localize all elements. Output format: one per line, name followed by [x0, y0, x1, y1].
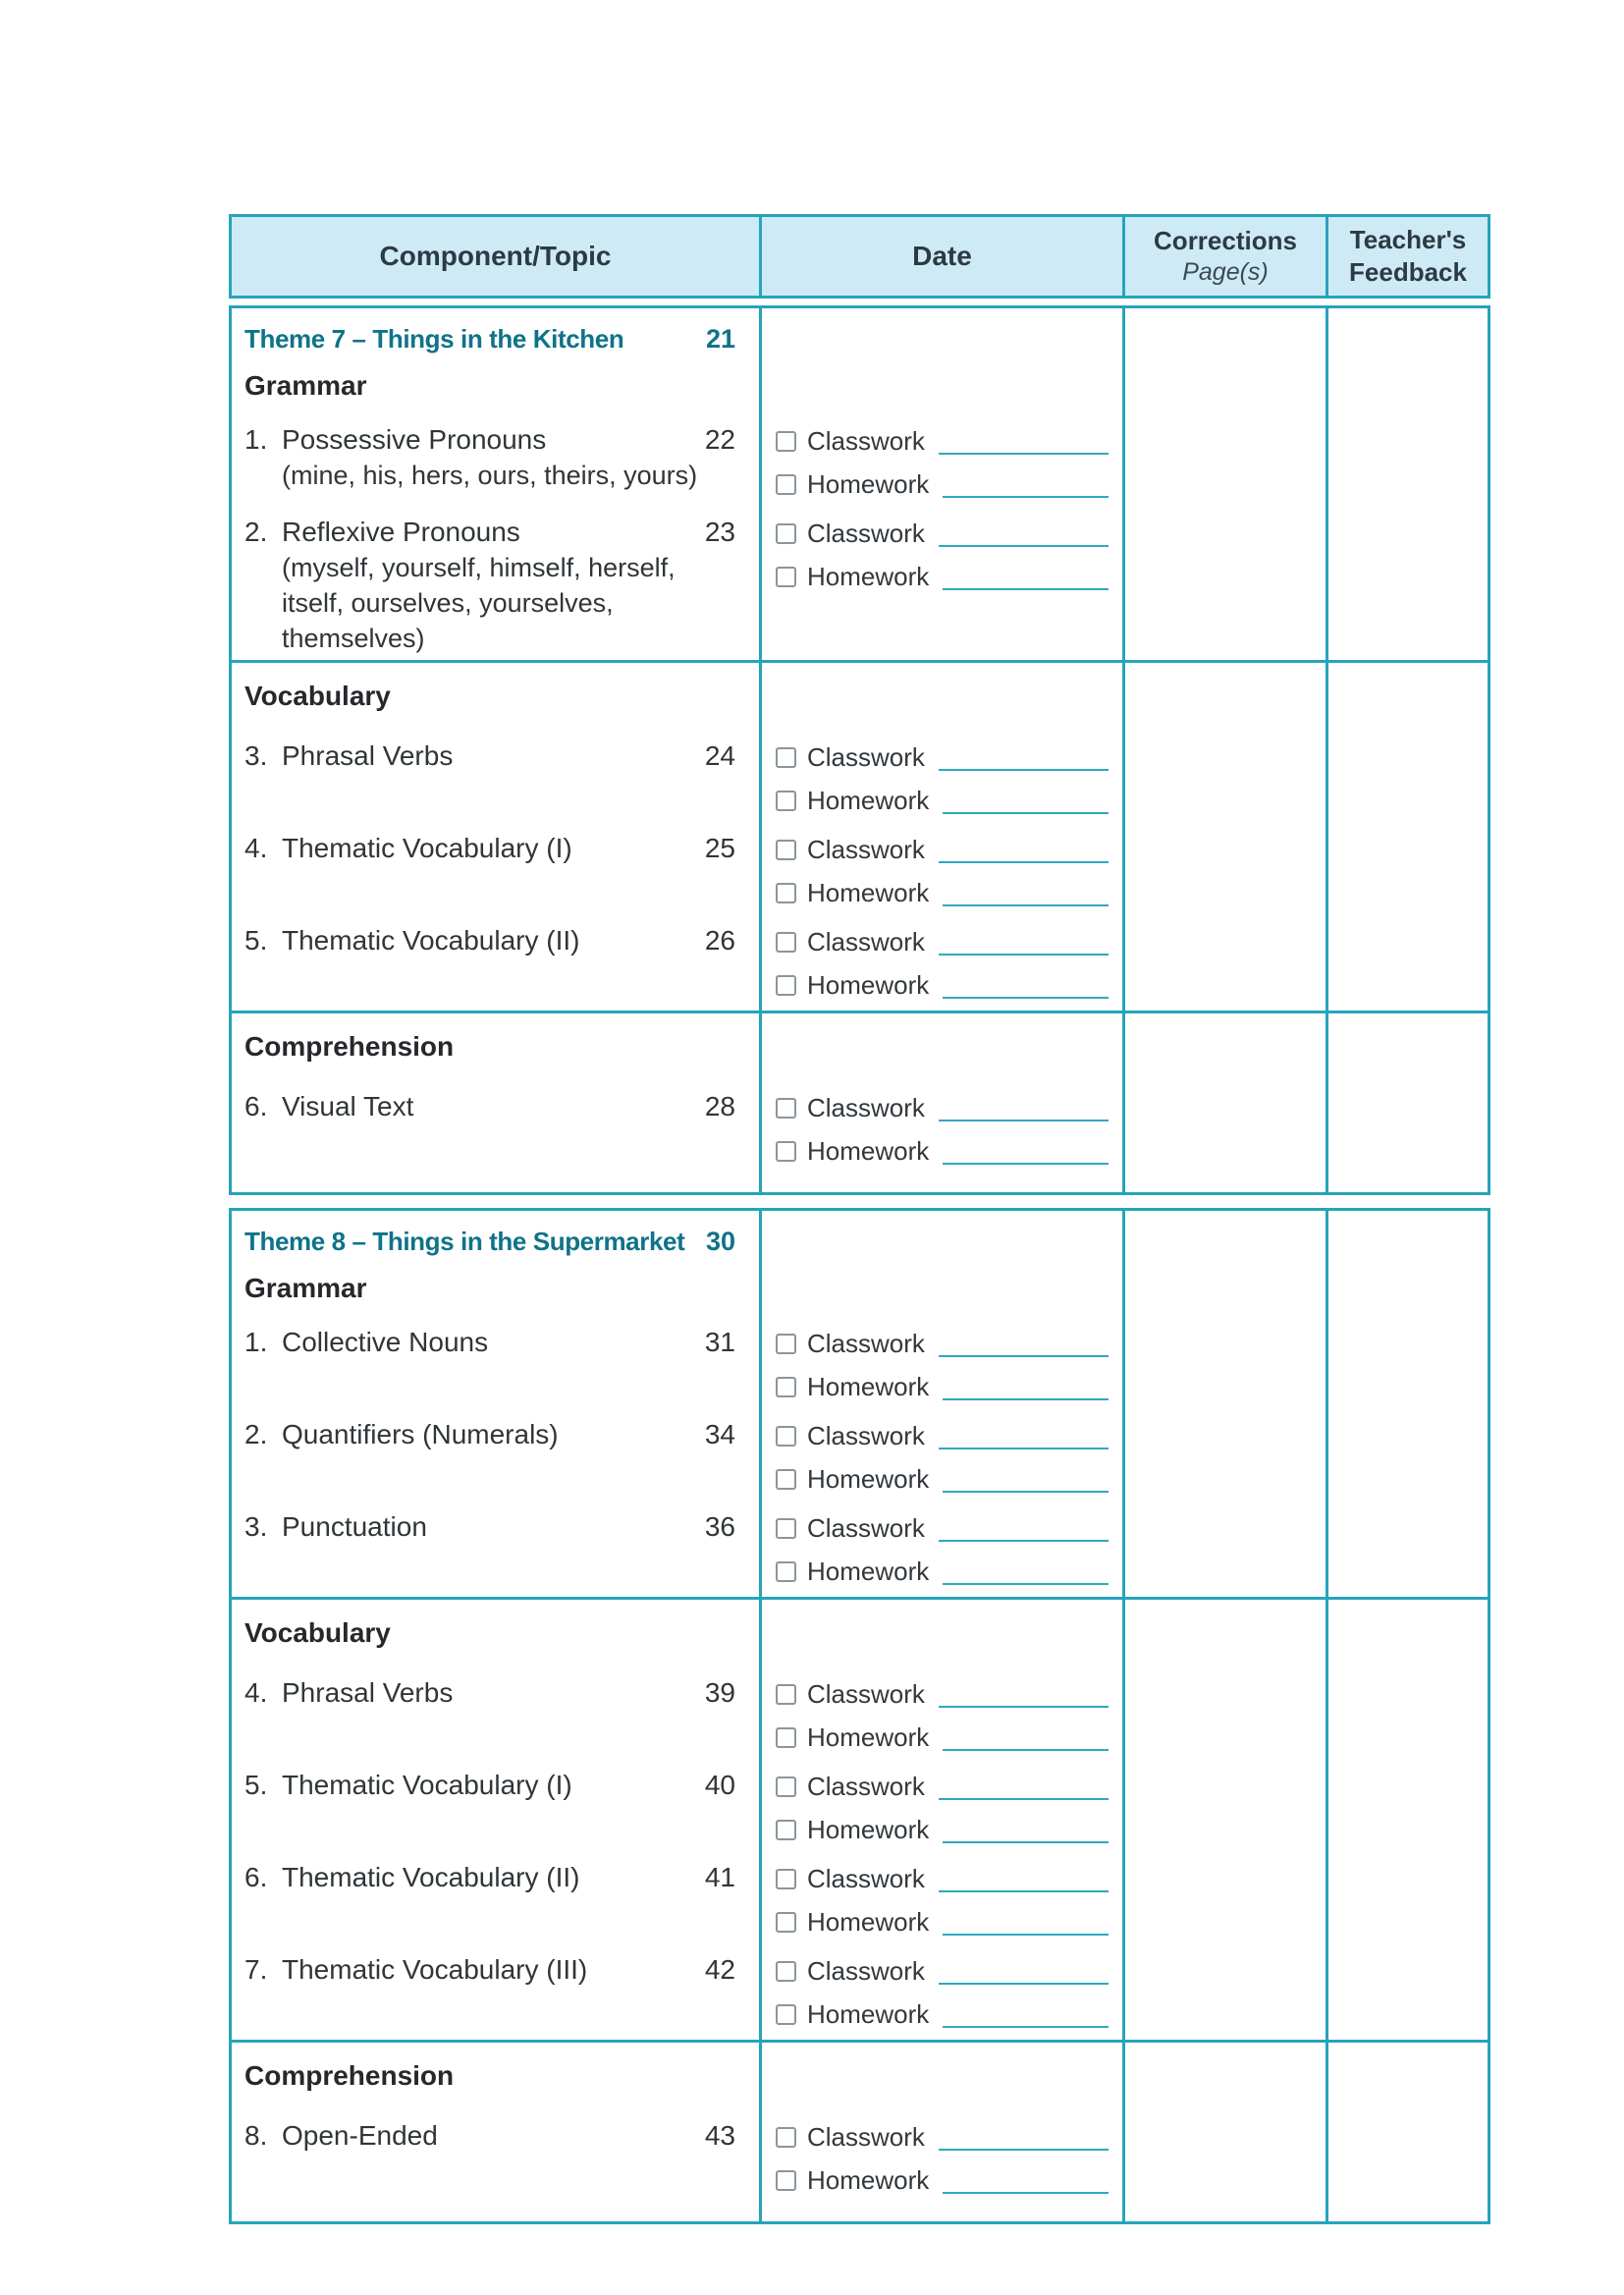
section-heading-vocabulary: Vocabulary: [244, 1617, 391, 1648]
date-cell: [762, 510, 1125, 660]
item-page-number: 34: [704, 1419, 735, 1449]
item-title: Phrasal Verbs: [282, 740, 454, 771]
classwork-date-line: [939, 1540, 1109, 1542]
date-cell: [762, 2113, 1125, 2221]
corrections-cell: [1125, 1211, 1328, 1597]
item-title: Thematic Vocabulary (I): [282, 833, 572, 863]
vocabulary-heading-cell: [232, 1600, 762, 1670]
toc-item: [232, 1670, 762, 1763]
classwork-date-line: [939, 1706, 1109, 1708]
homework-row: [776, 1716, 1110, 1759]
header-feedback-label: Feedback: [1349, 257, 1467, 287]
classwork-row: [776, 1506, 1110, 1550]
classwork-label: Classwork: [807, 834, 925, 864]
homework-checkbox[interactable]: [776, 2004, 796, 2025]
toc-item: [232, 510, 762, 660]
date-cell: [762, 1320, 1125, 1412]
feedback-cell: [1328, 308, 1488, 660]
homework-date-line: [943, 588, 1109, 590]
toc-item: [232, 1412, 762, 1504]
homework-row: [776, 1550, 1110, 1593]
homework-checkbox[interactable]: [776, 791, 796, 811]
homework-date-line: [943, 1398, 1109, 1400]
date-cell-empty: [762, 1211, 1125, 1320]
classwork-label: Classwork: [807, 1955, 925, 1986]
item-number: 4.: [244, 1677, 268, 1708]
item-title: Thematic Vocabulary (II): [282, 1862, 580, 1892]
homework-label: Homework: [807, 561, 930, 591]
homework-row: [776, 963, 1110, 1007]
item-number: 2.: [244, 1419, 268, 1449]
homework-row: [776, 1457, 1110, 1501]
item-number: 1.: [244, 1327, 268, 1357]
theme7-table: [229, 305, 1490, 1195]
item-title: Quantifiers (Numerals): [282, 1419, 559, 1449]
section-theme8-grammar: [232, 1211, 1488, 1597]
homework-date-line: [943, 997, 1109, 999]
theme-page-number: 21: [705, 324, 735, 354]
date-cell: [762, 417, 1125, 510]
classwork-date-line: [939, 1890, 1109, 1892]
homework-date-line: [943, 1491, 1109, 1493]
feedback-cell: [1328, 1013, 1488, 1192]
item-title: Possessive Pronouns: [282, 424, 547, 455]
homework-date-line: [943, 1934, 1109, 1936]
toc-item: [232, 1855, 762, 1947]
classwork-label: Classwork: [807, 1328, 925, 1358]
date-cell: [762, 1084, 1125, 1192]
item-title: Phrasal Verbs: [282, 1677, 454, 1708]
homework-row: [776, 779, 1110, 822]
item-number: 3.: [244, 740, 268, 771]
homework-label: Homework: [807, 1463, 930, 1494]
item-page-number: 22: [704, 424, 735, 455]
homework-checkbox[interactable]: [776, 883, 796, 903]
homework-row: [776, 463, 1110, 506]
homework-label: Homework: [807, 1814, 930, 1844]
homework-row: [776, 1900, 1110, 1943]
item-title: Thematic Vocabulary (II): [282, 925, 580, 956]
classwork-checkbox[interactable]: [776, 1684, 796, 1705]
classwork-date-line: [939, 453, 1109, 455]
homework-row: [776, 555, 1110, 598]
classwork-row: [776, 828, 1110, 871]
item-title: Collective Nouns: [282, 1327, 489, 1357]
homework-checkbox[interactable]: [776, 1912, 796, 1933]
classwork-row: [776, 1949, 1110, 1993]
homework-row: [776, 1365, 1110, 1408]
homework-date-line: [943, 2026, 1109, 2028]
homework-label: Homework: [807, 969, 930, 1000]
toc-item: [232, 1320, 762, 1412]
homework-checkbox[interactable]: [776, 1820, 796, 1840]
section-theme7-grammar: [232, 308, 1488, 660]
item-title: Visual Text: [282, 1091, 414, 1121]
header-corrections-label: Corrections: [1154, 226, 1297, 255]
item-title: Punctuation: [282, 1511, 427, 1542]
item-page-number: 23: [704, 517, 735, 547]
classwork-checkbox[interactable]: [776, 1961, 796, 1982]
item-number: 7.: [244, 1954, 268, 1985]
item-number: 6.: [244, 1862, 268, 1892]
homework-date-line: [943, 1163, 1109, 1165]
item-title: Open-Ended: [282, 2120, 438, 2151]
item-subtitle: (mine, his, hers, ours, theirs, yours): [282, 461, 698, 490]
classwork-row: [776, 1765, 1110, 1808]
date-cell: [762, 1670, 1125, 1763]
classwork-row: [776, 736, 1110, 779]
homework-checkbox[interactable]: [776, 975, 796, 996]
homework-label: Homework: [807, 1906, 930, 1937]
section-heading-comprehension: Comprehension: [244, 2060, 455, 2091]
homework-label: Homework: [807, 2164, 930, 2195]
classwork-checkbox[interactable]: [776, 431, 796, 452]
header-date: [762, 217, 1125, 296]
classwork-checkbox[interactable]: [776, 1426, 796, 1447]
classwork-label: Classwork: [807, 1863, 925, 1893]
classwork-checkbox[interactable]: [776, 932, 796, 953]
date-cell: [762, 1412, 1125, 1504]
homework-label: Homework: [807, 1371, 930, 1401]
section-heading-comprehension: Comprehension: [244, 1031, 455, 1062]
date-cell: [762, 826, 1125, 918]
homework-label: Homework: [807, 1998, 930, 2029]
item-page-number: 40: [704, 1770, 735, 1800]
classwork-checkbox[interactable]: [776, 747, 796, 768]
homework-row: [776, 1808, 1110, 1851]
homework-label: Homework: [807, 1135, 930, 1166]
feedback-cell: [1328, 663, 1488, 1011]
comprehension-heading-cell: [232, 1013, 762, 1084]
classwork-row: [776, 2115, 1110, 2158]
homework-row: [776, 1129, 1110, 1173]
date-cell: [762, 918, 1125, 1011]
homework-date-line: [943, 812, 1109, 814]
classwork-date-line: [939, 1798, 1109, 1800]
date-cell: [762, 1855, 1125, 1947]
homework-checkbox[interactable]: [776, 1141, 796, 1162]
date-cell: [762, 1763, 1125, 1855]
item-number: 1.: [244, 424, 268, 455]
homework-checkbox[interactable]: [776, 1469, 796, 1490]
item-number: 5.: [244, 1770, 268, 1800]
toc-item: [232, 734, 762, 826]
classwork-date-line: [939, 2149, 1109, 2151]
corrections-cell: [1125, 1600, 1328, 2040]
section-theme7-comprehension: [232, 1011, 1488, 1192]
feedback-cell: [1328, 2043, 1488, 2221]
classwork-row: [776, 1672, 1110, 1716]
section-heading-grammar: Grammar: [244, 1273, 367, 1303]
theme-page-number: 30: [705, 1227, 735, 1256]
item-page-number: 24: [704, 740, 735, 771]
classwork-label: Classwork: [807, 741, 925, 772]
item-page-number: 42: [704, 1954, 735, 1985]
date-cell: [762, 1947, 1125, 2040]
date-cell-empty: [762, 1600, 1125, 1670]
header-date-label: Date: [912, 241, 972, 271]
classwork-row: [776, 1322, 1110, 1365]
item-title: Reflexive Pronouns: [282, 517, 520, 547]
theme8-table: [229, 1208, 1490, 2224]
toc-item: [232, 417, 762, 510]
homework-label: Homework: [807, 785, 930, 815]
item-page-number: 25: [704, 833, 735, 863]
theme-title: Theme 7 – Things in the Kitchen: [244, 324, 624, 354]
homework-label: Homework: [807, 877, 930, 907]
classwork-label: Classwork: [807, 926, 925, 956]
classwork-date-line: [939, 1448, 1109, 1449]
item-number: 5.: [244, 925, 268, 956]
section-theme7-vocabulary: [232, 660, 1488, 1011]
homework-checkbox[interactable]: [776, 2170, 796, 2191]
classwork-date-line: [939, 545, 1109, 547]
header-teachers-feedback: [1328, 217, 1488, 296]
classwork-date-line: [939, 861, 1109, 863]
theme7-heading-cell: [232, 308, 762, 417]
corrections-cell: [1125, 663, 1328, 1011]
classwork-label: Classwork: [807, 425, 925, 456]
header-component-topic-label: Component/Topic: [379, 241, 612, 271]
classwork-checkbox[interactable]: [776, 840, 796, 860]
homework-label: Homework: [807, 468, 930, 499]
header-corrections-pages-label: Page(s): [1182, 258, 1269, 286]
homework-date-line: [943, 1583, 1109, 1585]
homework-date-line: [943, 1749, 1109, 1751]
comprehension-heading-cell: [232, 2043, 762, 2113]
homework-checkbox[interactable]: [776, 474, 796, 495]
item-page-number: 39: [704, 1677, 735, 1708]
date-cell: [762, 734, 1125, 826]
item-page-number: 41: [704, 1862, 735, 1892]
homework-label: Homework: [807, 1721, 930, 1752]
classwork-checkbox[interactable]: [776, 1776, 796, 1797]
date-cell-empty: [762, 663, 1125, 734]
toc-item: [232, 1084, 762, 1192]
homework-checkbox[interactable]: [776, 1377, 796, 1397]
date-cell-empty: [762, 308, 1125, 417]
classwork-row: [776, 1857, 1110, 1900]
homework-checkbox[interactable]: [776, 1727, 796, 1748]
corrections-cell: [1125, 1013, 1328, 1192]
classwork-row: [776, 1086, 1110, 1129]
vocabulary-heading-cell: [232, 663, 762, 734]
header-corrections: [1125, 217, 1328, 296]
item-page-number: 31: [704, 1327, 735, 1357]
item-title: Thematic Vocabulary (I): [282, 1770, 572, 1800]
classwork-checkbox[interactable]: [776, 1518, 796, 1539]
theme-title: Theme 8 – Things in the Supermarket: [244, 1227, 685, 1256]
classwork-row: [776, 1414, 1110, 1457]
classwork-date-line: [939, 954, 1109, 956]
classwork-checkbox[interactable]: [776, 1334, 796, 1354]
section-theme8-comprehension: [232, 2040, 1488, 2221]
classwork-label: Classwork: [807, 1771, 925, 1801]
classwork-row: [776, 419, 1110, 463]
classwork-date-line: [939, 1355, 1109, 1357]
worksheet-page: [229, 214, 1490, 2224]
item-subtitle: (myself, yourself, himself, herself, itself, ourselves, yourselves, themselves): [282, 553, 676, 653]
feedback-cell: [1328, 1211, 1488, 1597]
corrections-cell: [1125, 2043, 1328, 2221]
header-teachers-label: Teacher's: [1349, 225, 1467, 254]
classwork-date-line: [939, 1983, 1109, 1985]
theme-title-row: [244, 1227, 749, 1257]
homework-date-line: [943, 1841, 1109, 1843]
item-page-number: 43: [704, 2120, 735, 2151]
classwork-label: Classwork: [807, 1512, 925, 1543]
classwork-row: [776, 512, 1110, 555]
toc-item: [232, 1947, 762, 2040]
toc-item: [232, 826, 762, 918]
item-number: 2.: [244, 517, 268, 547]
feedback-cell: [1328, 1600, 1488, 2040]
theme8-heading-cell: [232, 1211, 762, 1320]
classwork-date-line: [939, 1120, 1109, 1121]
date-cell-empty: [762, 1013, 1125, 1084]
classwork-row: [776, 920, 1110, 963]
date-cell-empty: [762, 2043, 1125, 2113]
item-page-number: 28: [704, 1091, 735, 1121]
homework-date-line: [943, 496, 1109, 498]
section-theme8-vocabulary: [232, 1597, 1488, 2040]
homework-label: Homework: [807, 1556, 930, 1586]
item-page-number: 26: [704, 925, 735, 956]
classwork-checkbox[interactable]: [776, 1869, 796, 1889]
classwork-label: Classwork: [807, 1092, 925, 1122]
table-header: [229, 214, 1490, 299]
item-title: Thematic Vocabulary (III): [282, 1954, 588, 1985]
classwork-label: Classwork: [807, 1678, 925, 1709]
homework-row: [776, 871, 1110, 914]
section-heading-vocabulary: Vocabulary: [244, 681, 391, 711]
item-number: 8.: [244, 2120, 268, 2151]
classwork-checkbox[interactable]: [776, 2127, 796, 2148]
header-component-topic: [232, 217, 762, 296]
corrections-cell: [1125, 308, 1328, 660]
classwork-checkbox[interactable]: [776, 1098, 796, 1119]
classwork-label: Classwork: [807, 518, 925, 548]
item-number: 6.: [244, 1091, 268, 1121]
homework-row: [776, 1993, 1110, 2036]
toc-item: [232, 1504, 762, 1597]
homework-date-line: [943, 2192, 1109, 2194]
date-cell: [762, 1504, 1125, 1597]
homework-checkbox[interactable]: [776, 567, 796, 587]
homework-checkbox[interactable]: [776, 1561, 796, 1582]
toc-item: [232, 918, 762, 1011]
homework-date-line: [943, 904, 1109, 906]
item-number: 3.: [244, 1511, 268, 1542]
item-page-number: 36: [704, 1511, 735, 1542]
section-heading-grammar: Grammar: [244, 370, 367, 401]
homework-row: [776, 2158, 1110, 2202]
toc-item: [232, 1763, 762, 1855]
theme-title-row: [244, 324, 749, 355]
classwork-checkbox[interactable]: [776, 523, 796, 544]
classwork-label: Classwork: [807, 1420, 925, 1450]
item-number: 4.: [244, 833, 268, 863]
classwork-label: Classwork: [807, 2121, 925, 2152]
toc-item: [232, 2113, 762, 2221]
classwork-date-line: [939, 769, 1109, 771]
